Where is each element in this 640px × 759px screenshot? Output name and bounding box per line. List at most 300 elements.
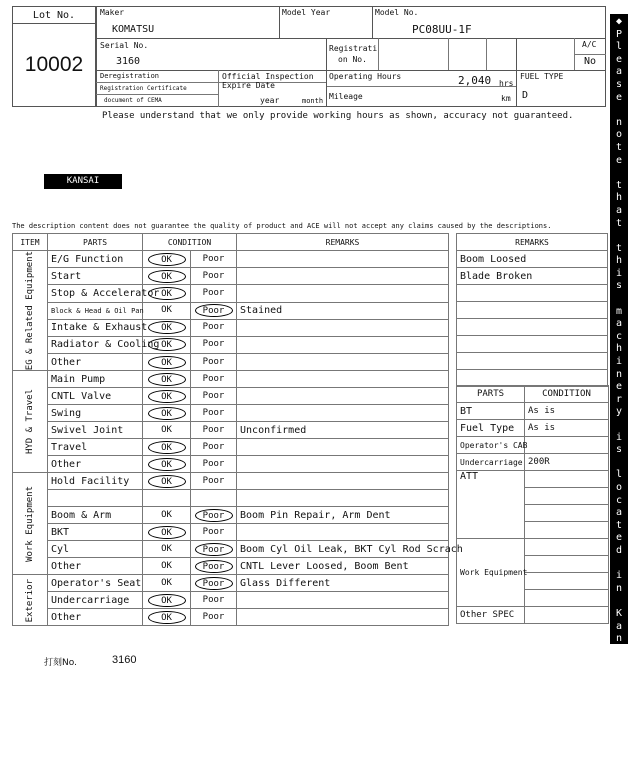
- parts-condition: As is: [525, 403, 609, 420]
- condition-cell-poor[interactable]: [191, 422, 237, 439]
- remarks-table: [456, 233, 608, 387]
- sidebar-char: l: [615, 469, 623, 481]
- parts-table: [456, 385, 609, 624]
- other-spec-row: [457, 607, 609, 624]
- ok-option: OK: [161, 509, 172, 520]
- condition-cell-ok[interactable]: [143, 285, 191, 302]
- poor-option: Poor: [195, 543, 233, 556]
- sidebar-char: i: [615, 570, 623, 582]
- sidebar-char: m: [615, 305, 623, 317]
- poor-option: Poor: [202, 424, 225, 435]
- location-notice-sidebar: [610, 14, 628, 758]
- ok-option: OK: [161, 577, 172, 588]
- condition-cell-poor[interactable]: [191, 268, 237, 285]
- stamp-label: 打刻No.: [44, 658, 77, 668]
- parts-table-body: [457, 403, 609, 624]
- ok-option: OK: [148, 441, 186, 454]
- lot-label: Lot No.: [13, 8, 95, 24]
- remarks-cell: Blade Broken: [457, 268, 608, 285]
- condition-cell-ok[interactable]: [143, 490, 191, 507]
- part-name: Boom & Arm: [48, 507, 143, 524]
- reg-cert-label: Registration Certificate: [100, 85, 187, 92]
- sidebar-char: ◆: [615, 746, 623, 758]
- condition-cell-ok[interactable]: [143, 302, 191, 319]
- condition-cell-ok[interactable]: [143, 456, 191, 473]
- divider: [218, 70, 219, 107]
- part-name: Hold Facility: [48, 473, 143, 490]
- month-label: month: [302, 97, 324, 105]
- divider: [486, 38, 487, 70]
- location-tag: KANSAI: [44, 174, 122, 189]
- sidebar-char: e: [615, 53, 623, 65]
- table-row: [13, 541, 449, 558]
- sidebar-char: [610, 419, 628, 432]
- sidebar-char: i: [615, 670, 623, 682]
- condition-cell-poor[interactable]: [191, 473, 237, 490]
- item-group-cell: [13, 251, 48, 371]
- table-row: [13, 609, 449, 626]
- sidebar-char: Y: [615, 696, 623, 708]
- sidebar-char: t: [615, 519, 623, 531]
- remark-cell: [237, 490, 449, 507]
- part-name: Other: [48, 609, 143, 626]
- table-row: [13, 439, 449, 456]
- work-equipment-row: [457, 539, 609, 556]
- ok-option: OK: [148, 356, 186, 369]
- remark-cell: Unconfirmed: [237, 422, 449, 439]
- remark-cell: [237, 319, 449, 336]
- poor-option: Poor: [195, 577, 233, 590]
- ac-label: A/C: [582, 40, 597, 49]
- parts-name: Undercarriage: [457, 454, 525, 471]
- condition-cell-poor[interactable]: [191, 371, 237, 388]
- condition-cell-ok[interactable]: [143, 541, 191, 558]
- remarks-table-body: [457, 251, 608, 387]
- work-equipment-label: Work Equipment: [457, 539, 525, 607]
- condition-cell-poor[interactable]: [191, 319, 237, 336]
- condition-cell-poor[interactable]: [191, 388, 237, 405]
- table-row: [13, 336, 449, 353]
- att-label: ATT: [457, 471, 525, 539]
- sidebar-char: d: [615, 733, 623, 745]
- condition-cell-ok[interactable]: [143, 405, 191, 422]
- divider: [96, 38, 606, 39]
- part-name: Other: [48, 456, 143, 473]
- item-group-cell: [13, 371, 48, 473]
- poor-option: Poor: [202, 441, 225, 452]
- sidebar-char: [610, 457, 628, 470]
- part-name: E/G Function: [48, 251, 143, 268]
- table-row: [13, 268, 449, 285]
- condition-cell-poor[interactable]: [191, 541, 237, 558]
- sidebar-char: s: [615, 78, 623, 90]
- model-no-value: PC08UU-1F: [412, 23, 472, 36]
- table-row: [13, 285, 449, 302]
- table-row: [13, 524, 449, 541]
- model-no-label: Model No.: [375, 8, 419, 17]
- condition-cell-poor[interactable]: [191, 405, 237, 422]
- sidebar-char: e: [615, 154, 623, 166]
- remarks-cell: [457, 336, 608, 353]
- condition-cell-poor[interactable]: [191, 302, 237, 319]
- item-group-cell: [13, 575, 48, 626]
- condition-table: [12, 233, 463, 626]
- fuel-type-label: FUEL TYPE: [520, 72, 564, 81]
- work-equipment-cell: [525, 539, 609, 556]
- sidebar-char: [610, 293, 628, 306]
- divider: [378, 38, 379, 70]
- table-row: [13, 251, 449, 268]
- remark-cell: [237, 592, 449, 609]
- sidebar-char: t: [615, 217, 623, 229]
- condition-cell-poor[interactable]: [191, 507, 237, 524]
- hrs-label: hrs: [499, 79, 514, 88]
- ok-option: OK: [148, 338, 186, 351]
- condition-cell-ok[interactable]: [143, 524, 191, 541]
- parts-row: [457, 454, 609, 471]
- parts-row: [457, 403, 609, 420]
- poor-option: Poor: [202, 526, 225, 537]
- notice-text: Please understand that we only provide working hours as shown, accuracy not guaranteed.: [102, 111, 574, 121]
- table-row: [13, 371, 449, 388]
- ac-value: No: [584, 56, 597, 67]
- part-name: Operator's Seat: [48, 575, 143, 592]
- maker-value: KOMATSU: [112, 24, 155, 35]
- remarks-cell: Boom Loosed: [457, 251, 608, 268]
- condition-cell-ok[interactable]: [143, 473, 191, 490]
- remark-cell: Boom Cyl Oil Leak, BKT Cyl Rod Scrach: [237, 541, 449, 558]
- remarks-row: [457, 285, 608, 302]
- condition-cell-poor[interactable]: [191, 558, 237, 575]
- table-row: [13, 507, 449, 524]
- remark-cell: CNTL Lever Loosed, Boom Bent: [237, 558, 449, 575]
- item-group-label: HYD & Travel: [25, 389, 35, 455]
- att-cell: [525, 488, 609, 505]
- sidebar-char: i: [615, 267, 623, 279]
- parts-name: Operator's CAB: [457, 437, 525, 454]
- remark-cell: [237, 251, 449, 268]
- item-group-cell: [13, 473, 48, 575]
- poor-option: Poor: [202, 594, 225, 605]
- sidebar-char: e: [615, 532, 623, 544]
- remarks-row: [457, 319, 608, 336]
- condition-cell-poor[interactable]: [191, 336, 237, 353]
- sidebar-char: t: [615, 179, 623, 191]
- condition-cell-ok[interactable]: [143, 388, 191, 405]
- remark-cell: [237, 439, 449, 456]
- sidebar-char: n: [615, 116, 623, 128]
- remarks-cell: [457, 302, 608, 319]
- item-group-label: Work Equipment: [25, 485, 35, 562]
- year-label: year: [260, 96, 280, 105]
- remark-cell: [237, 336, 449, 353]
- parts-row: [457, 420, 609, 437]
- divider: [326, 38, 327, 107]
- km-label: km: [501, 94, 511, 103]
- ok-option: OK: [148, 458, 186, 471]
- sidebar-char: h: [615, 192, 623, 204]
- part-name: Other: [48, 558, 143, 575]
- op-hours-label: Operating Hours: [329, 72, 402, 81]
- work-equipment-cell: [525, 556, 609, 573]
- condition-cell-ok[interactable]: [143, 319, 191, 336]
- condition-cell-poor[interactable]: [191, 609, 237, 626]
- poor-option: Poor: [195, 509, 233, 522]
- ok-option: OK: [148, 611, 186, 624]
- ok-option: OK: [148, 253, 186, 266]
- disclaimer-text: The description content does not guarantee the quality of product and ACE will not accept any claims caused by the descriptions.: [12, 222, 552, 230]
- condition-cell-poor[interactable]: [191, 354, 237, 371]
- sidebar-char: [610, 230, 628, 243]
- sidebar-char: s: [615, 645, 623, 657]
- parts-header: PARTS: [48, 234, 143, 251]
- condition-cell-ok[interactable]: [143, 371, 191, 388]
- item-group-label: Exterior: [25, 578, 35, 622]
- model-year-label: Model Year: [282, 8, 331, 17]
- sidebar-char: o: [615, 481, 623, 493]
- divider: [279, 6, 280, 38]
- remark-cell: Boom Pin Repair, Arm Dent: [237, 507, 449, 524]
- poor-option: Poor: [202, 322, 225, 333]
- lot-box: [12, 6, 96, 107]
- remark-cell: [237, 405, 449, 422]
- table-row: [13, 354, 449, 371]
- condition-cell-ok[interactable]: [143, 507, 191, 524]
- remark-cell: [237, 388, 449, 405]
- att-row: [457, 471, 609, 488]
- remark-cell: [237, 456, 449, 473]
- sidebar-char: [610, 558, 628, 571]
- cema-label: document of CEMA: [104, 97, 162, 104]
- condition-table-body: [13, 251, 463, 626]
- condition-cell-ok[interactable]: [143, 558, 191, 575]
- ok-option: OK: [148, 526, 186, 539]
- divider: [448, 38, 449, 70]
- sidebar-char: t: [615, 242, 623, 254]
- sidebar-char: a: [615, 620, 623, 632]
- fuel-type-value: D: [522, 90, 529, 101]
- sidebar-char: h: [615, 343, 623, 355]
- condition-cell-poor[interactable]: [191, 592, 237, 609]
- divider: [372, 6, 373, 38]
- poor-option: Poor: [202, 475, 225, 486]
- condition-cell-ok[interactable]: [143, 439, 191, 456]
- ok-option: OK: [161, 543, 172, 554]
- parts-name: Fuel Type: [457, 420, 525, 437]
- condition-cell-ok[interactable]: [143, 268, 191, 285]
- parts-row: [457, 437, 609, 454]
- part-name: Travel: [48, 439, 143, 456]
- remark-cell: Glass Different: [237, 575, 449, 592]
- remarks-row: [457, 251, 608, 268]
- stamp-value: 3160: [112, 654, 137, 666]
- ok-option: OK: [148, 321, 186, 334]
- sidebar-char: n: [615, 633, 623, 645]
- sidebar-char: r: [615, 393, 623, 405]
- condition-cell-ok[interactable]: [143, 575, 191, 592]
- sidebar-char: d: [615, 544, 623, 556]
- poor-option: Poor: [202, 287, 225, 298]
- table-row: [13, 558, 449, 575]
- condition-cell-ok[interactable]: [143, 422, 191, 439]
- part-name: [48, 490, 143, 507]
- sidebar-char: a: [615, 507, 623, 519]
- sidebar-char: K: [615, 607, 623, 619]
- divider: [574, 54, 606, 55]
- table-row: [13, 422, 449, 439]
- sidebar-char: a: [615, 318, 623, 330]
- condition-cell-ok[interactable]: [143, 592, 191, 609]
- sidebar-char: t: [615, 141, 623, 153]
- ok-option: OK: [148, 390, 186, 403]
- sidebar-char: e: [615, 91, 623, 103]
- condition-cell-poor[interactable]: [191, 490, 237, 507]
- divider: [96, 70, 606, 71]
- poor-option: Poor: [195, 304, 233, 317]
- sidebar-char: c: [615, 330, 623, 342]
- inspection-label-1: Official Inspection: [222, 72, 314, 81]
- remarks-row: [457, 353, 608, 370]
- parts-condition: [525, 437, 609, 454]
- remark-cell: [237, 473, 449, 490]
- remark-cell: [237, 285, 449, 302]
- table-row: [13, 456, 449, 473]
- ok-option: OK: [148, 475, 186, 488]
- sidebar-char: P: [615, 28, 623, 40]
- condition-header: CONDITION: [143, 234, 237, 251]
- remarks-cell: [457, 285, 608, 302]
- other-spec-label: Other SPEC: [457, 607, 525, 624]
- ok-option: OK: [148, 373, 186, 386]
- sidebar-char: i: [615, 356, 623, 368]
- remarks-cell: [457, 370, 608, 387]
- sidebar-char: s: [615, 444, 623, 456]
- divider: [96, 94, 218, 95]
- condition-cell-poor[interactable]: [191, 439, 237, 456]
- sidebar-char: i: [615, 431, 623, 443]
- table-row: [13, 319, 449, 336]
- poor-option: Poor: [202, 373, 225, 384]
- part-name: BKT: [48, 524, 143, 541]
- condition-cell-ok[interactable]: [143, 609, 191, 626]
- condition-cell-poor[interactable]: [191, 251, 237, 268]
- sidebar-char: a: [615, 204, 623, 216]
- part-name: Start: [48, 268, 143, 285]
- item-header: ITEM: [13, 234, 48, 251]
- sidebar-char: a: [615, 66, 623, 78]
- ok-option: OK: [161, 560, 172, 571]
- remark-cell: [237, 354, 449, 371]
- table-row: [13, 473, 449, 490]
- parts-condition: 200R: [525, 454, 609, 471]
- parts-table-parts-header: PARTS: [457, 386, 525, 403]
- divider: [96, 82, 326, 83]
- work-equipment-cell: [525, 590, 609, 607]
- att-cell: [525, 505, 609, 522]
- remark-cell: [237, 524, 449, 541]
- remarks-row: [457, 302, 608, 319]
- poor-option: Poor: [202, 356, 225, 367]
- ok-option: OK: [148, 407, 186, 420]
- poor-option: Poor: [202, 270, 225, 281]
- sidebar-char: h: [615, 255, 623, 267]
- sidebar-char: [610, 595, 628, 608]
- parts-condition: As is: [525, 420, 609, 437]
- registration-label-2: on No.: [338, 55, 367, 64]
- sidebar-char: [610, 167, 628, 180]
- mileage-label: Mileage: [329, 92, 363, 101]
- part-name: Undercarriage: [48, 592, 143, 609]
- remarks-row: [457, 370, 608, 387]
- remark-cell: Stained: [237, 302, 449, 319]
- ok-option: OK: [148, 270, 186, 283]
- sidebar-char: n: [615, 368, 623, 380]
- condition-cell-poor[interactable]: [191, 524, 237, 541]
- serial-value: 3160: [116, 56, 141, 67]
- sidebar-char: l: [615, 41, 623, 53]
- part-name: Swivel Joint: [48, 422, 143, 439]
- ok-option: OK: [161, 305, 172, 316]
- sidebar-char: a: [615, 658, 623, 670]
- other-spec-cell: [525, 607, 609, 624]
- ok-option: OK: [161, 424, 172, 435]
- sidebar-char: [610, 683, 628, 696]
- op-hours-value: 2,040: [458, 74, 492, 87]
- ok-option: OK: [148, 287, 186, 300]
- condition-cell-ok[interactable]: [143, 336, 191, 353]
- remark-cell: [237, 609, 449, 626]
- poor-option: Poor: [202, 390, 225, 401]
- part-name: Intake & Exhaust: [48, 319, 143, 336]
- maker-label: Maker: [100, 8, 125, 17]
- poor-option: Poor: [202, 339, 225, 350]
- part-name: Stop & Accelerator: [48, 285, 143, 302]
- remarks-header: REMARKS: [237, 234, 449, 251]
- part-name: Other: [48, 354, 143, 371]
- remarks-row: [457, 268, 608, 285]
- part-name: Radiator & Cooling: [48, 336, 143, 353]
- remark-cell: [237, 371, 449, 388]
- poor-option: Poor: [202, 611, 225, 622]
- sidebar-char: n: [615, 582, 623, 594]
- condition-cell-poor[interactable]: [191, 575, 237, 592]
- condition-cell-poor[interactable]: [191, 285, 237, 302]
- att-cell: [525, 522, 609, 539]
- dereg-label: Deregistration: [100, 72, 160, 80]
- part-name: Block & Head & Oil Pan: [48, 302, 143, 319]
- part-name: CNTL Valve: [48, 388, 143, 405]
- table-row: [13, 490, 449, 507]
- condition-cell-poor[interactable]: [191, 456, 237, 473]
- sidebar-char: e: [615, 381, 623, 393]
- serial-label: Serial No.: [100, 41, 149, 50]
- sidebar-char: ◆: [615, 16, 623, 27]
- sidebar-char: a: [615, 708, 623, 720]
- poor-option: Poor: [202, 458, 225, 469]
- condition-cell-ok[interactable]: [143, 251, 191, 268]
- table-row: [13, 388, 449, 405]
- poor-option: Poor: [202, 253, 225, 264]
- sidebar-char: y: [615, 406, 623, 418]
- remarks-table-header: REMARKS: [457, 234, 608, 251]
- remarks-cell: [457, 319, 608, 336]
- att-cell: [525, 471, 609, 488]
- parts-table-condition-header: CONDITION: [525, 386, 609, 403]
- table-row: [13, 302, 449, 319]
- sidebar-char: r: [615, 721, 623, 733]
- parts-name: BT: [457, 403, 525, 420]
- condition-cell-ok[interactable]: [143, 354, 191, 371]
